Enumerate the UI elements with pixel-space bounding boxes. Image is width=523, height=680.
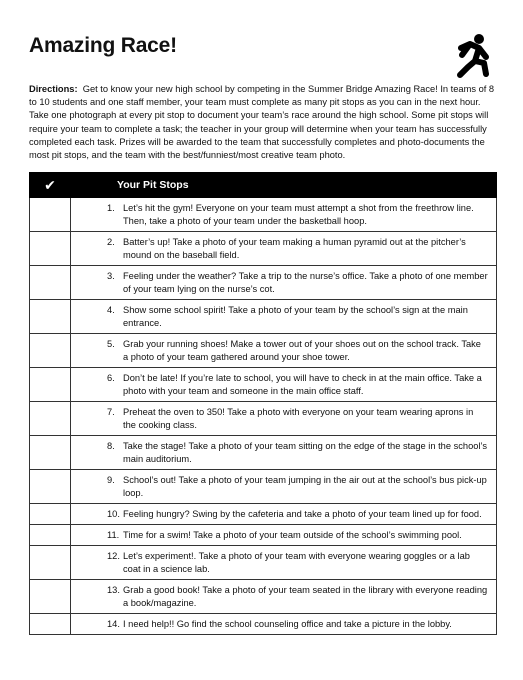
checkbox-cell[interactable] <box>30 580 71 614</box>
table-header-row <box>30 173 497 198</box>
task-number: 5. <box>107 339 115 349</box>
task-cell <box>71 334 497 368</box>
task-text: Feeling under the weather? Take a trip to the nurse’s office. Take a photo of one member of your team lying on the nurse’s cot. <box>123 271 488 294</box>
table-row <box>30 368 497 402</box>
task-cell <box>71 266 497 300</box>
table-row <box>30 580 497 614</box>
pit-stops-table <box>29 172 497 635</box>
task-text: Show some school spirit! Take a photo of your team by the school’s sign at the main entrance. <box>123 305 468 328</box>
page-title: Amazing Race! <box>29 34 177 57</box>
task-cell <box>71 402 497 436</box>
table-row <box>30 198 497 232</box>
checkbox-cell[interactable] <box>30 504 71 525</box>
checkbox-cell[interactable] <box>30 614 71 635</box>
task-number: 11. <box>107 530 120 540</box>
checkbox-cell[interactable] <box>30 436 71 470</box>
task-text: Feeling hungry? Swing by the cafeteria and take a photo of your team lined up for food. <box>123 509 482 519</box>
checkbox-cell[interactable] <box>30 300 71 334</box>
check-column-header: ✔ <box>30 173 71 198</box>
table-row <box>30 470 497 504</box>
checkbox-cell[interactable] <box>30 368 71 402</box>
task-cell <box>71 525 497 546</box>
task-text: Take the stage! Take a photo of your team sitting on the edge of the stage in the school’s main auditorium. <box>123 441 488 464</box>
checkbox-cell[interactable] <box>30 402 71 436</box>
task-cell <box>71 198 497 232</box>
table-row <box>30 614 497 635</box>
checkbox-cell[interactable] <box>30 334 71 368</box>
task-cell <box>71 232 497 266</box>
checkbox-cell[interactable] <box>30 266 71 300</box>
task-text: Time for a swim! Take a photo of your team outside of the school’s swimming pool. <box>123 530 462 540</box>
task-text: Grab a good book! Take a photo of your team seated in the library with everyone reading a book/magazine. <box>123 585 488 608</box>
table-row <box>30 436 497 470</box>
task-text: Let’s hit the gym! Everyone on your team must attempt a shot from the freethrow line. Then, take a photo of your team under the basketball hoop. <box>123 203 474 226</box>
table-row <box>30 266 497 300</box>
task-number: 7. <box>107 407 115 417</box>
table-row <box>30 300 497 334</box>
directions-text: Get to know your new high school by competing in the Summer Bridge Amazing Race! In teams of 8 to 10 students and one staff member, your team must complete as many pit stops as you can in the next hour. Take one photograph at every pit stop to document your team’s race around the high school. Some pit stops will require your team to complete a task; the teacher in your group will determine when your team has successfully completed each task. Prizes will be awarded to the team that successfully completes and photo-documents the most pit stops, and the team with the best/funniest/most creative team photo. <box>29 84 495 161</box>
table-row <box>30 402 497 436</box>
task-cell <box>71 470 497 504</box>
task-number: 13. <box>107 585 120 595</box>
task-number: 12. <box>107 551 120 561</box>
task-cell <box>71 368 497 402</box>
task-number: 3. <box>107 271 115 281</box>
task-number: 8. <box>107 441 115 451</box>
task-cell <box>71 504 497 525</box>
task-number: 10. <box>107 509 120 519</box>
checkbox-cell[interactable] <box>30 198 71 232</box>
task-text: Batter’s up! Take a photo of your team making a human pyramid out at the pitcher’s mound on the baseball field. <box>123 237 466 260</box>
task-number: 2. <box>107 237 115 247</box>
checkbox-cell[interactable] <box>30 232 71 266</box>
directions-label: Directions: <box>29 84 78 94</box>
task-text: Don’t be late! If you’re late to school, you will have to check in at the main office. Take a photo with your team and someone in the main office staff. <box>123 373 482 396</box>
running-person-icon <box>446 33 492 79</box>
table-row <box>30 232 497 266</box>
directions-paragraph <box>29 83 499 162</box>
task-number: 1. <box>107 203 115 213</box>
table-row <box>30 546 497 580</box>
task-text: Grab your running shoes! Make a tower out of your shoes out on the school track. Take a photo of your team gathered around your shoe tower. <box>123 339 481 362</box>
task-text: I need help!! Go find the school counseling office and take a picture in the lobby. <box>123 619 452 629</box>
task-number: 4. <box>107 305 115 315</box>
checkbox-cell[interactable] <box>30 525 71 546</box>
task-cell <box>71 546 497 580</box>
checkbox-cell[interactable] <box>30 470 71 504</box>
table-row <box>30 334 497 368</box>
table-row <box>30 504 497 525</box>
task-number: 14. <box>107 619 120 629</box>
task-cell <box>71 300 497 334</box>
task-number: 9. <box>107 475 115 485</box>
table-row <box>30 525 497 546</box>
task-cell <box>71 614 497 635</box>
task-cell <box>71 436 497 470</box>
task-number: 6. <box>107 373 115 383</box>
task-text: School’s out! Take a photo of your team jumping in the air out at the school’s bus pick-up loop. <box>123 475 487 498</box>
task-cell <box>71 580 497 614</box>
task-text: Let’s experiment!. Take a photo of your team with everyone wearing goggles or a lab coat in a science lab. <box>123 551 470 574</box>
pit-stops-header: Your Pit Stops <box>71 173 497 198</box>
task-text: Preheat the oven to 350! Take a photo with everyone on your team wearing aprons in the cooking class. <box>123 407 474 430</box>
checkbox-cell[interactable] <box>30 546 71 580</box>
